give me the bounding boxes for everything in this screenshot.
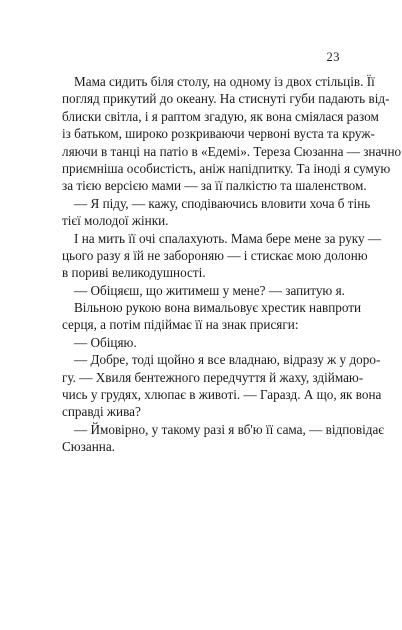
text-line: серця, а потім підіймає її на знак присяги: <box>62 317 299 333</box>
text-line: приємніша особистість, аніж напідпитку. Та іноді я сумую <box>62 160 391 176</box>
text-line: погляд прикутий до океану. На стиснуті губи падають від- <box>62 91 390 107</box>
text-line: ляючи в танці на патіо в «Едемі». Тереза Сюзанна — значно <box>62 143 402 159</box>
text-line: за тією версією мами — за її палкістю та шаленством. <box>62 178 367 194</box>
text-line: Сюзанна. <box>62 439 115 455</box>
text-line: — Я піду, — кажу, сподіваючись вловити хоча б тінь <box>74 195 371 211</box>
body-text <box>62 73 402 456</box>
page-number: 23 <box>326 50 340 64</box>
text-line: Мама сидить біля столу, на одному із двох стільців. Її <box>74 74 375 89</box>
text-line: чись у грудях, хлюпає в животі. — Гаразд. А що, як вона <box>62 387 382 403</box>
text-line: справді жива? <box>62 404 141 420</box>
text-line: І на мить її очі спалахують. Мама бере мене за руку — <box>74 230 382 246</box>
text-line: тієї молодої жінки. <box>62 213 169 229</box>
text-line: — Обіцяєш, що житимеш у мене? — запитую я. <box>74 282 345 298</box>
text-line: гу. — Хвиля бентежного передчуття й жаху, здіймаю- <box>62 369 364 385</box>
text-line: із батьком, широко розкриваючи червоні вуста та круж- <box>62 126 375 142</box>
text-line: блиски світла, і я раптом згадую, як вона сміялася разом <box>62 108 379 124</box>
text-line: цього разу я їй не забороняю — і стискає мою долоню <box>62 247 368 263</box>
text-line: Вільною рукою вона вимальовує хрестик навпроти <box>74 300 362 316</box>
text-line: — Обіцяю. <box>74 334 137 350</box>
text-line: — Ймовірно, у такому разі я вб'ю її сама, — відповідає <box>74 421 384 437</box>
text-line: в пориві великодушності. <box>62 265 206 281</box>
text-line: — Добре, тоді щойно я все владнаю, відразу ж у доро- <box>74 352 381 368</box>
